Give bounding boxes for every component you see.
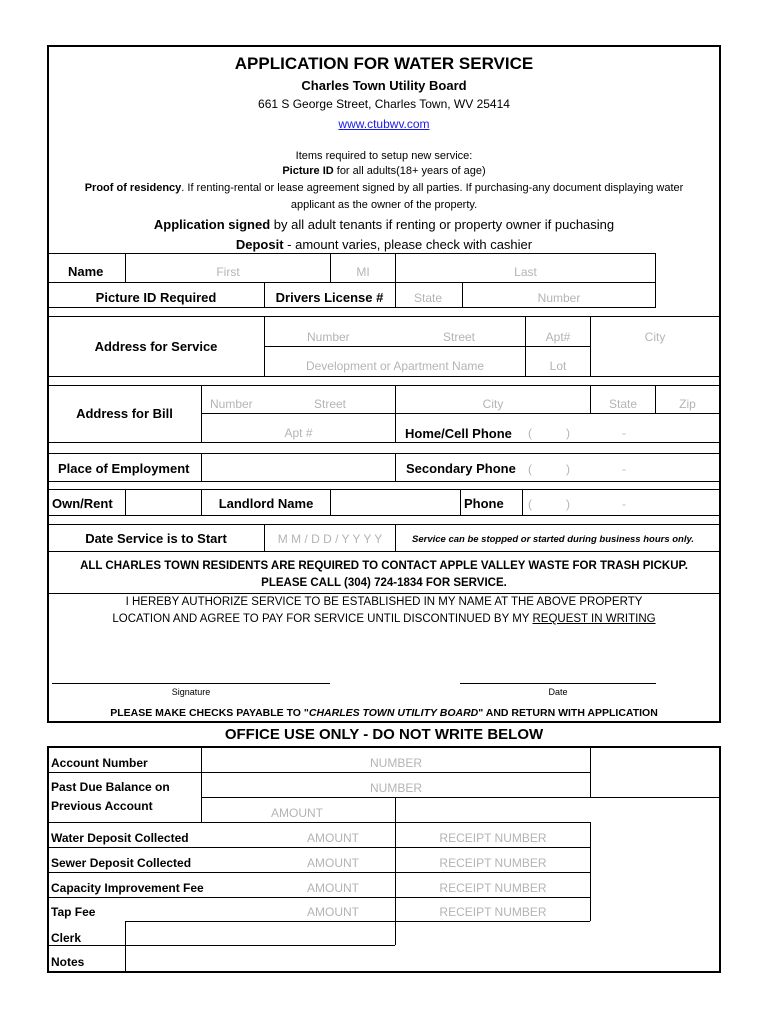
service-street-field[interactable] [265, 317, 525, 346]
service-city-placeholder: City [644, 330, 666, 344]
phone-dash: - [622, 497, 626, 511]
clerk-label: Clerk [51, 931, 82, 945]
office-border-left [47, 746, 49, 973]
sewer-deposit-amount-placeholder: AMOUNT [307, 856, 359, 870]
bill-apt-placeholder: Apt # [284, 426, 313, 440]
notes-label: Notes [51, 955, 85, 969]
first-name-placeholder: First [216, 265, 240, 279]
own-rent-field[interactable] [126, 490, 201, 515]
date-placeholder: M M / D D / Y Y Y Y [277, 532, 383, 546]
home-phone-label: Home/Cell Phone [405, 426, 512, 441]
website-link[interactable]: www.ctubwv.com [338, 117, 430, 131]
landlord-phone-field[interactable] [523, 490, 719, 515]
water-deposit-receipt-field[interactable] [396, 823, 590, 847]
clerk-field[interactable] [126, 922, 395, 945]
tap-fee-receipt-field[interactable] [396, 898, 590, 921]
service-lot-placeholder: Lot [549, 359, 567, 373]
bill-zip-field[interactable] [656, 386, 719, 413]
landlord-name-label: Landlord Name [218, 496, 314, 511]
date-label: Date [548, 687, 568, 697]
account-number-label: Account Number [51, 756, 148, 770]
phone-paren-close: ) [566, 497, 570, 511]
employment-field[interactable] [202, 454, 395, 481]
past-due-number-placeholder: NUMBER [369, 781, 422, 795]
grid-line [48, 551, 719, 552]
phone-paren-open: ( [528, 497, 532, 511]
service-development-field[interactable] [265, 347, 525, 376]
dl-number-field[interactable] [463, 283, 655, 307]
dl-state-placeholder: State [414, 291, 443, 305]
grid-line [48, 307, 655, 308]
bill-city-field[interactable] [396, 386, 590, 413]
service-hours-note: Service can be stopped or started during business hours only. [412, 534, 695, 545]
capacity-fee-receipt-placeholder: RECEIPT NUMBER [439, 881, 547, 895]
mi-placeholder: MI [356, 265, 370, 279]
capacity-fee-amount-placeholder: AMOUNT [307, 881, 359, 895]
sewer-deposit-label: Sewer Deposit Collected [51, 856, 192, 870]
middle-initial-field[interactable] [331, 254, 395, 282]
bill-state-field[interactable] [591, 386, 655, 413]
authorize-line1: I HEREBY AUTHORIZE SERVICE TO BE ESTABLISHED IN MY NAME AT THE ABOVE PROPERTY [125, 596, 643, 608]
phone-dash: - [622, 426, 626, 440]
name-label: Name [68, 264, 104, 279]
requirement-deposit: Deposit - amount varies, please check with cashier [235, 237, 533, 252]
grid-line [460, 489, 461, 515]
trash-notice-line1: ALL CHARLES TOWN RESIDENTS ARE REQUIRED TO CONTACT APPLE VALLEY WASTE FOR TRASH PICKUP. [80, 560, 688, 572]
own-rent-label: Own/Rent [52, 496, 113, 511]
checks-payable-notice: PLEASE MAKE CHECKS PAYABLE TO "CHARLES TOWN UTILITY BOARD" AND RETURN WITH APPLICATION [110, 707, 658, 719]
requirement-residency-cont: applicant as the owner of the property. [290, 199, 478, 211]
notes-field[interactable] [126, 946, 719, 971]
grid-line [395, 453, 396, 481]
signature-line [52, 683, 330, 684]
grid-line [48, 515, 719, 516]
tap-fee-receipt-placeholder: RECEIPT NUMBER [439, 905, 547, 919]
bill-state-placeholder: State [608, 397, 638, 411]
grid-line [48, 481, 719, 482]
past-due-number-field[interactable] [202, 773, 590, 797]
outer-border-bottom [47, 721, 721, 723]
grid-line [590, 747, 591, 797]
signature-date-field[interactable] [460, 655, 656, 683]
address-service-label: Address for Service [94, 339, 218, 354]
bill-street-field[interactable] [202, 386, 395, 413]
past-due-amount-field[interactable] [202, 798, 395, 822]
home-phone-field[interactable] [522, 414, 719, 442]
capacity-fee-amount-field[interactable] [202, 873, 395, 897]
account-number-field[interactable] [202, 748, 590, 772]
picture-id-required-label: Picture ID Required [95, 290, 217, 305]
bill-apt-field[interactable] [202, 414, 395, 442]
water-deposit-amount-placeholder: AMOUNT [307, 831, 359, 845]
water-deposit-label: Water Deposit Collected [51, 831, 189, 845]
secondary-phone-field[interactable] [522, 454, 719, 481]
address-bill-label: Address for Bill [76, 406, 173, 421]
date-line [460, 683, 656, 684]
past-due-label-2: Previous Account [51, 799, 153, 813]
secondary-phone-label: Secondary Phone [406, 461, 516, 476]
last-name-field[interactable] [396, 254, 655, 282]
signature-field[interactable] [52, 655, 330, 683]
authorize-line2: LOCATION AND AGREE TO PAY FOR SERVICE UNTIL DISCONTINUED BY MY REQUEST IN WRITING [112, 613, 656, 625]
grid-line [590, 822, 591, 921]
service-lot-field[interactable] [526, 347, 590, 376]
landlord-phone-label: Phone [464, 496, 504, 511]
grid-line [395, 524, 396, 551]
tap-fee-label: Tap Fee [51, 905, 96, 919]
bill-number-placeholder: Number [210, 397, 253, 411]
office-border-right [719, 746, 721, 973]
phone-paren-close: ) [566, 462, 570, 476]
grid-line [48, 593, 719, 594]
org-name: Charles Town Utility Board [301, 78, 467, 93]
office-use-title: OFFICE USE ONLY - DO NOT WRITE BELOW [224, 726, 544, 743]
signature-label: Signature [171, 687, 211, 697]
dl-number-placeholder: Number [537, 291, 581, 305]
sewer-deposit-receipt-placeholder: RECEIPT NUMBER [439, 856, 547, 870]
grid-line [655, 253, 656, 308]
capacity-fee-receipt-field[interactable] [396, 873, 590, 897]
service-street-placeholder: Street [443, 330, 476, 344]
past-due-amount-placeholder: AMOUNT [271, 806, 323, 820]
phone-paren-close: ) [566, 426, 570, 440]
dl-state-field[interactable] [396, 283, 462, 307]
landlord-name-field[interactable] [331, 490, 460, 515]
drivers-license-label: Drivers License # [275, 290, 384, 305]
org-address: 661 S George Street, Charles Town, WV 25414 [258, 97, 510, 111]
requirement-picture-id: Picture ID for all adults(18+ years of age) [282, 165, 486, 177]
date-start-label: Date Service is to Start [85, 531, 227, 546]
outer-border-top [47, 45, 721, 47]
date-start-field[interactable] [265, 525, 395, 551]
sewer-deposit-amount-field[interactable] [202, 848, 395, 872]
tap-fee-amount-placeholder: AMOUNT [307, 905, 359, 919]
office-border-bottom [47, 971, 721, 973]
grid-line [48, 376, 719, 377]
grid-line [48, 442, 719, 443]
water-deposit-receipt-placeholder: RECEIPT NUMBER [439, 831, 547, 845]
phone-paren-open: ( [528, 462, 532, 476]
last-name-placeholder: Last [514, 265, 537, 279]
requirement-application: Application signed by all adult tenants if renting or property owner if puchasing [153, 217, 615, 232]
page-title: APPLICATION FOR WATER SERVICE [234, 54, 534, 73]
service-development-placeholder: Development or Apartment Name [305, 359, 485, 373]
requirement-residency: Proof of residency. If renting-rental or lease agreement signed by all parties. If purchasing-any document displaying water [84, 182, 684, 194]
phone-paren-open: ( [528, 426, 532, 440]
service-number-placeholder: Number [307, 330, 350, 344]
service-city-field[interactable] [591, 317, 719, 346]
first-name-field[interactable] [126, 254, 330, 282]
sewer-deposit-receipt-field[interactable] [396, 848, 590, 872]
phone-dash: - [622, 462, 626, 476]
water-deposit-amount-field[interactable] [202, 823, 395, 847]
tap-fee-amount-field[interactable] [202, 898, 395, 921]
account-number-placeholder: NUMBER [369, 756, 422, 770]
bill-city-placeholder: City [482, 397, 504, 411]
service-apt-placeholder: Apt# [545, 330, 571, 344]
past-due-label-1: Past Due Balance on [51, 780, 170, 794]
trash-notice-line2: PLEASE CALL (304) 724-1834 FOR SERVICE. [261, 577, 507, 589]
bill-zip-placeholder: Zip [679, 397, 696, 411]
employment-label: Place of Employment [58, 461, 190, 476]
requirements-intro: Items required to setup new service: [295, 150, 473, 162]
capacity-fee-label: Capacity Improvement Fee [51, 881, 204, 895]
service-apt-field[interactable] [526, 317, 590, 346]
bill-street-placeholder: Street [314, 397, 347, 411]
